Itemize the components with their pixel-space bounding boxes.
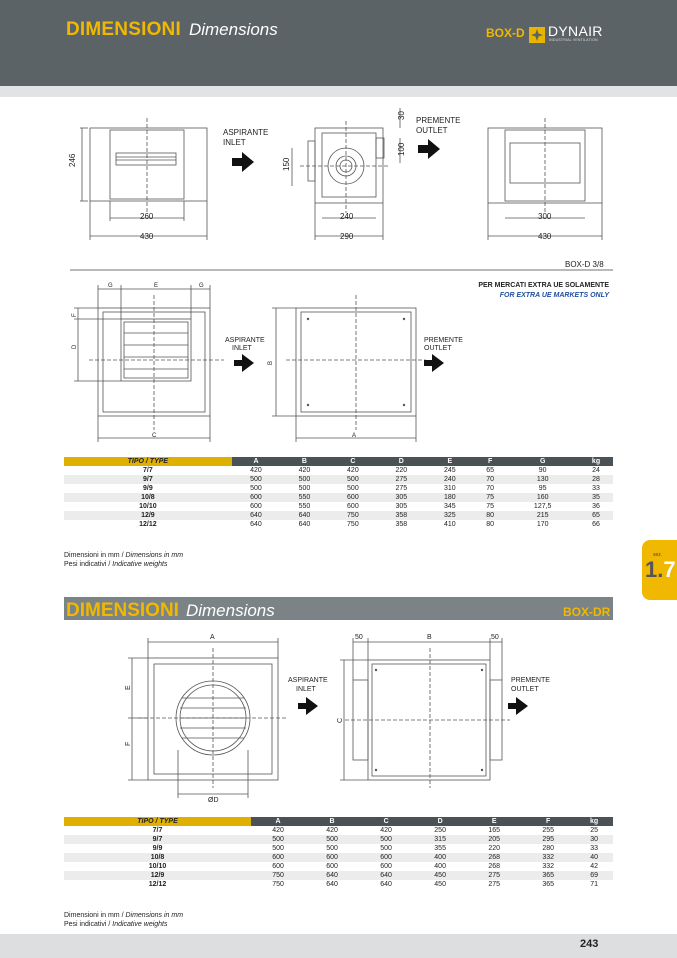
table-row — [64, 853, 613, 862]
value-cell: 450 — [413, 871, 467, 880]
dr-dim-c: C — [337, 717, 344, 723]
value-cell: 215 — [506, 511, 579, 520]
value-cell: 600 — [359, 862, 413, 871]
value-cell: 205 — [467, 835, 521, 844]
dim-f: F — [72, 313, 78, 317]
value-cell: 65 — [579, 511, 613, 520]
table-row — [64, 502, 613, 511]
value-cell: 420 — [305, 826, 359, 835]
value-cell: 500 — [232, 475, 280, 484]
value-cell: 420 — [251, 826, 305, 835]
note1-en: Dimensions in mm — [125, 912, 184, 919]
type-cell: 10/8 — [64, 493, 232, 502]
dr-front-view-box — [148, 658, 278, 780]
type-cell: 7/7 — [64, 466, 232, 475]
value-cell: 36 — [579, 502, 613, 511]
dim-430-right: 430 — [538, 232, 552, 241]
section2-model: BOX-DR — [563, 605, 611, 619]
table1-notes — [64, 551, 183, 569]
dim-g-left: G — [108, 283, 113, 289]
value-cell: 500 — [305, 844, 359, 853]
outlet-arrow-icon — [508, 697, 528, 715]
value-cell: 500 — [329, 484, 377, 493]
value-cell: 160 — [506, 493, 579, 502]
value-cell: 550 — [280, 493, 328, 502]
inlet-arrow-icon — [232, 152, 254, 172]
section-num-a: 1. — [645, 557, 664, 582]
dr-dim-f: F — [125, 741, 132, 746]
value-cell: 450 — [413, 880, 467, 889]
value-cell: 30 — [575, 835, 613, 844]
dim-g-right: G — [199, 283, 204, 289]
middle-view-box — [315, 128, 383, 203]
value-cell: 332 — [521, 853, 575, 862]
value-cell: 600 — [305, 862, 359, 871]
footer-band — [0, 934, 677, 958]
value-cell: 127,5 — [506, 502, 579, 511]
value-cell: 95 — [506, 484, 579, 493]
value-cell: 640 — [305, 871, 359, 880]
value-cell: 355 — [413, 844, 467, 853]
table-row — [64, 844, 613, 853]
table-row — [64, 493, 613, 502]
value-cell: 65 — [474, 466, 506, 475]
extra-ue-note-it: PER MERCATI EXTRA UE SOLAMENTE — [478, 282, 609, 289]
dim-b: B — [268, 360, 274, 365]
section-tab-number — [645, 557, 676, 583]
note1-it: Dimensioni in mm / — [64, 552, 126, 559]
value-cell: 275 — [377, 484, 425, 493]
value-cell: 33 — [579, 484, 613, 493]
col-header: kg — [575, 817, 613, 826]
note2-en: Indicative weights — [112, 561, 168, 568]
value-cell: 295 — [521, 835, 575, 844]
note2-it: Pesi indicativi / — [64, 921, 113, 928]
value-cell: 600 — [232, 493, 280, 502]
col-header-type: TIPO / TYPE — [64, 817, 251, 826]
value-cell: 250 — [413, 826, 467, 835]
dimensions-table-box-dr — [64, 817, 613, 889]
table-row — [64, 826, 613, 835]
value-cell: 640 — [359, 880, 413, 889]
dim-430-left: 430 — [140, 232, 154, 241]
value-cell: 600 — [251, 862, 305, 871]
value-cell: 255 — [521, 826, 575, 835]
dr-outlet-label-en: OUTLET — [511, 686, 539, 693]
col-header: C — [359, 817, 413, 826]
type-cell: 10/10 — [64, 502, 232, 511]
dim-290: 290 — [340, 232, 354, 241]
value-cell: 40 — [575, 853, 613, 862]
value-cell: 750 — [329, 520, 377, 529]
table-row — [64, 466, 613, 475]
value-cell: 400 — [413, 862, 467, 871]
col-header: C — [329, 457, 377, 466]
left-view-box — [90, 128, 207, 201]
value-cell: 180 — [426, 493, 474, 502]
dr-dim-b: B — [427, 634, 432, 641]
type-cell: 9/9 — [64, 844, 251, 853]
value-cell: 600 — [305, 853, 359, 862]
table-row — [64, 835, 613, 844]
dr-dim-50-left: 50 — [355, 634, 363, 641]
type-cell: 12/9 — [64, 511, 232, 520]
table-row — [64, 871, 613, 880]
outlet-label-en: OUTLET — [424, 345, 452, 352]
outlet-label-en: OUTLET — [416, 126, 448, 135]
table-row — [64, 880, 613, 889]
header-model: BOX-D — [486, 26, 525, 40]
value-cell: 24 — [579, 466, 613, 475]
inlet-label-it: ASPIRANTE — [223, 128, 269, 137]
section-num-b: 7 — [663, 557, 676, 582]
table2-notes — [64, 911, 183, 929]
value-cell: 268 — [467, 853, 521, 862]
dim-c: C — [152, 433, 157, 439]
value-cell: 70 — [474, 475, 506, 484]
section2-title-sub: Dimensions — [185, 601, 275, 620]
value-cell: 600 — [329, 502, 377, 511]
dim-a: A — [352, 433, 357, 439]
brand-name: DYNAIR — [548, 23, 603, 39]
value-cell: 500 — [305, 835, 359, 844]
value-cell: 500 — [359, 844, 413, 853]
value-cell: 275 — [467, 871, 521, 880]
value-cell: 25 — [575, 826, 613, 835]
dim-30: 30 — [397, 111, 406, 120]
title-main: DIMENSIONI — [66, 19, 181, 40]
box-dr-drawing — [110, 630, 570, 810]
inlet-label-it: ASPIRANTE — [225, 337, 265, 344]
value-cell: 268 — [467, 862, 521, 871]
value-cell: 420 — [232, 466, 280, 475]
table-row — [64, 484, 613, 493]
value-cell: 75 — [474, 502, 506, 511]
value-cell: 420 — [359, 826, 413, 835]
dim-246: 246 — [68, 153, 77, 167]
value-cell: 90 — [506, 466, 579, 475]
value-cell: 66 — [579, 520, 613, 529]
col-header: B — [305, 817, 359, 826]
value-cell: 315 — [413, 835, 467, 844]
section-tab-label: sez. — [653, 552, 663, 558]
value-cell: 165 — [467, 826, 521, 835]
dim-240: 240 — [340, 212, 354, 221]
section2-title-main: DIMENSIONI — [66, 600, 179, 621]
value-cell: 170 — [506, 520, 579, 529]
type-cell: 7/7 — [64, 826, 251, 835]
value-cell: 240 — [426, 475, 474, 484]
value-cell: 750 — [251, 880, 305, 889]
value-cell: 345 — [426, 502, 474, 511]
value-cell: 640 — [280, 511, 328, 520]
value-cell: 80 — [474, 520, 506, 529]
outlet-label-it: PREMENTE — [424, 337, 463, 344]
page-title — [66, 19, 278, 41]
value-cell: 80 — [474, 511, 506, 520]
note2-it: Pesi indicativi / — [64, 561, 113, 568]
note1-en: Dimensions in mm — [125, 552, 184, 559]
type-cell: 9/7 — [64, 835, 251, 844]
header-strip — [0, 86, 677, 97]
value-cell: 70 — [474, 484, 506, 493]
col-header: kg — [579, 457, 613, 466]
value-cell: 500 — [329, 475, 377, 484]
table-row — [64, 520, 613, 529]
note1-it: Dimensioni in mm / — [64, 912, 126, 919]
value-cell: 640 — [280, 520, 328, 529]
col-header: E — [426, 457, 474, 466]
page-number: 243 — [580, 938, 599, 950]
value-cell: 245 — [426, 466, 474, 475]
dr-outlet-label-it: PREMENTE — [511, 677, 550, 684]
value-cell: 600 — [359, 853, 413, 862]
value-cell: 420 — [329, 466, 377, 475]
value-cell: 358 — [377, 511, 425, 520]
col-header-type: TIPO / TYPE — [64, 457, 232, 466]
box-d-drawing — [60, 103, 620, 273]
value-cell: 500 — [232, 484, 280, 493]
value-cell: 220 — [467, 844, 521, 853]
value-cell: 130 — [506, 475, 579, 484]
value-cell: 275 — [467, 880, 521, 889]
value-cell: 365 — [521, 871, 575, 880]
value-cell: 750 — [251, 871, 305, 880]
outlet-arrow-icon — [418, 139, 440, 159]
value-cell: 280 — [521, 844, 575, 853]
value-cell: 600 — [232, 502, 280, 511]
type-cell: 9/7 — [64, 475, 232, 484]
type-cell: 9/9 — [64, 484, 232, 493]
dr-dim-e: E — [125, 685, 132, 690]
col-header: D — [413, 817, 467, 826]
value-cell: 500 — [251, 835, 305, 844]
value-cell: 640 — [305, 880, 359, 889]
inlet-arrow-icon — [234, 354, 254, 372]
dim-100: 100 — [397, 142, 406, 156]
outlet-label-it: PREMENTE — [416, 116, 461, 125]
value-cell: 600 — [251, 853, 305, 862]
dim-260: 260 — [140, 212, 154, 221]
col-header: A — [251, 817, 305, 826]
title-sub: Dimensions — [188, 20, 278, 39]
dr-inlet-label-it: ASPIRANTE — [288, 677, 328, 684]
type-cell: 12/12 — [64, 520, 232, 529]
value-cell: 400 — [413, 853, 467, 862]
col-header: A — [232, 457, 280, 466]
inlet-arrow-icon — [298, 697, 318, 715]
value-cell: 358 — [377, 520, 425, 529]
value-cell: 42 — [575, 862, 613, 871]
table-row — [64, 475, 613, 484]
value-cell: 365 — [521, 880, 575, 889]
note2-en: Indicative weights — [112, 921, 168, 928]
box-d-extra-ue-drawing — [64, 275, 614, 450]
extra-ue-note-en: FOR EXTRA UE MARKETS ONLY — [499, 292, 609, 299]
col-header: G — [506, 457, 579, 466]
value-cell: 750 — [329, 511, 377, 520]
outlet-arrow-icon — [424, 354, 444, 372]
brand-subtitle: INDUSTRIAL VENTILATION — [549, 38, 598, 42]
dr-inlet-label-en: INLET — [296, 686, 316, 693]
value-cell: 275 — [377, 475, 425, 484]
type-cell: 12/12 — [64, 880, 251, 889]
col-header: F — [474, 457, 506, 466]
col-header: B — [280, 457, 328, 466]
value-cell: 220 — [377, 466, 425, 475]
value-cell: 33 — [575, 844, 613, 853]
value-cell: 550 — [280, 502, 328, 511]
inlet-label-en: INLET — [232, 345, 252, 352]
dim-300: 300 — [538, 212, 552, 221]
value-cell: 640 — [232, 520, 280, 529]
value-cell: 71 — [575, 880, 613, 889]
value-cell: 332 — [521, 862, 575, 871]
dr-dim-od: ØD — [208, 797, 219, 804]
type-cell: 12/9 — [64, 871, 251, 880]
dim-e: E — [154, 283, 159, 289]
section2-title — [66, 600, 275, 622]
value-cell: 28 — [579, 475, 613, 484]
value-cell: 640 — [359, 871, 413, 880]
type-cell: 10/8 — [64, 853, 251, 862]
value-cell: 35 — [579, 493, 613, 502]
value-cell: 75 — [474, 493, 506, 502]
value-cell: 640 — [232, 511, 280, 520]
col-header: D — [377, 457, 425, 466]
value-cell: 600 — [329, 493, 377, 502]
value-cell: 500 — [280, 484, 328, 493]
value-cell: 500 — [251, 844, 305, 853]
drawing-caption: BOX-D 3/8 — [565, 260, 604, 269]
value-cell: 500 — [359, 835, 413, 844]
inlet-label-en: INLET — [223, 138, 246, 147]
value-cell: 305 — [377, 493, 425, 502]
value-cell: 500 — [280, 475, 328, 484]
value-cell: 69 — [575, 871, 613, 880]
table-row — [64, 862, 613, 871]
dr-dim-a: A — [210, 634, 215, 641]
col-header: E — [467, 817, 521, 826]
dim-d: D — [72, 344, 78, 349]
dimensions-table-box-d — [64, 457, 613, 529]
table-row — [64, 511, 613, 520]
type-cell: 10/10 — [64, 862, 251, 871]
value-cell: 420 — [280, 466, 328, 475]
dr-dim-50-right: 50 — [491, 634, 499, 641]
value-cell: 310 — [426, 484, 474, 493]
value-cell: 325 — [426, 511, 474, 520]
col-header: F — [521, 817, 575, 826]
dim-150: 150 — [282, 157, 291, 171]
value-cell: 410 — [426, 520, 474, 529]
value-cell: 305 — [377, 502, 425, 511]
